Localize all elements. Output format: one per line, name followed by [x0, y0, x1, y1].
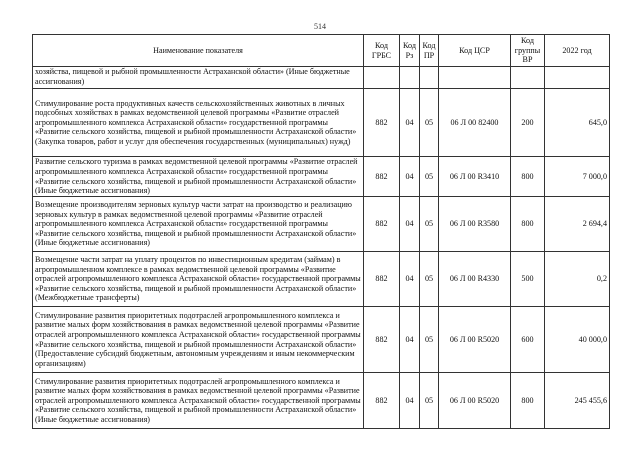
row-grbs: 882: [364, 307, 400, 373]
empty-cell: [420, 67, 439, 89]
page-number: 514: [314, 22, 326, 31]
row-name: Стимулирование развития приоритетных подотраслей агропромышленного комплекса и развитие малых форм хозяйствования в рамках ведомственной целевой программы «Развитие отраслей агропромышленного комплекса Астраханской области» государственной программы «Развитие сельского хозяйства, пищевой и рыбной промышленности Астраханской области» (Предоставление субсидий бюджетным, автономным учреждениям и иным некоммерческим организациям): [33, 307, 364, 373]
row-rz: 04: [400, 252, 420, 307]
row-vr: 500: [511, 252, 545, 307]
col-header-grbs: Код ГРБС: [364, 35, 400, 67]
row-rz: 04: [400, 373, 420, 429]
row-vr: 800: [511, 373, 545, 429]
row-grbs: 882: [364, 197, 400, 252]
table-row: [33, 157, 610, 197]
col-header-name: Наименование показателя: [33, 35, 364, 67]
table-row: [33, 307, 610, 373]
row-rz: 04: [400, 197, 420, 252]
row-pr: 05: [420, 89, 439, 157]
col-header-pr: Код ПР: [420, 35, 439, 67]
row-name: Возмещение части затрат на уплату процентов по инвестиционным кредитам (займам) в агропромышленном комплексе в рамках ведомственной целевой программы «Развитие отраслей агропромышленного комплекса Астраханской области» государственной программы «Развитие сельского хозяйства, пищевой и рыбной промышленности Астраханской области» (Межбюджетные трансферты): [33, 252, 364, 307]
table-header: [33, 35, 610, 67]
table-row: [33, 89, 610, 157]
row-grbs: 882: [364, 373, 400, 429]
row-rz: 04: [400, 307, 420, 373]
row-amount: 645,0: [545, 89, 610, 157]
row-csr: 06 Л 00 R4330: [439, 252, 511, 307]
row-grbs: 882: [364, 252, 400, 307]
row-pr: 05: [420, 252, 439, 307]
col-header-vr: Код группы ВР: [511, 35, 545, 67]
col-header-rz: Код Рз: [400, 35, 420, 67]
empty-cell: [400, 67, 420, 89]
row-pr: 05: [420, 373, 439, 429]
table-row: [33, 197, 610, 252]
row-rz: 04: [400, 157, 420, 197]
row-vr: 200: [511, 89, 545, 157]
row-csr: 06 Л 00 R3580: [439, 197, 511, 252]
row-amount: 0,2: [545, 252, 610, 307]
table-row: [33, 373, 610, 429]
table-row: [33, 252, 610, 307]
col-header-csr: Код ЦСР: [439, 35, 511, 67]
row-vr: 600: [511, 307, 545, 373]
row-csr: 06 Л 00 R5020: [439, 307, 511, 373]
empty-cell: [364, 67, 400, 89]
empty-cell: [439, 67, 511, 89]
row-name: Возмещение производителям зерновых культур части затрат на производство и реализацию зерновых культур в рамках ведомственной целевой программы «Развитие отраслей агропромышленного комплекса Астраханской области» государственной программы «Развитие сельского хозяйства, пищевой и рыбной промышленности Астраханской области» (Иные бюджетные ассигнования): [33, 197, 364, 252]
continuation-row: [33, 67, 610, 89]
row-vr: 800: [511, 157, 545, 197]
row-pr: 05: [420, 197, 439, 252]
row-csr: 06 Л 00 82400: [439, 89, 511, 157]
header-row: [33, 35, 610, 67]
row-grbs: 882: [364, 89, 400, 157]
row-vr: 800: [511, 197, 545, 252]
continuation-text: хозяйства, пищевой и рыбной промышленности Астраханской области» (Иные бюджетные ассигнования): [33, 67, 364, 89]
row-csr: 06 Л 00 R3410: [439, 157, 511, 197]
budget-table: [32, 34, 610, 429]
table-body: [33, 67, 610, 429]
row-rz: 04: [400, 89, 420, 157]
row-name: Стимулирование развития приоритетных подотраслей агропромышленного комплекса и развитие малых форм хозяйствования в рамках ведомственной целевой программы «Развитие отраслей агропромышленного комплекса Астраханской области» государственной программы «Развитие сельского хозяйства, пищевой и рыбной промышленности Астраханской области» (Иные бюджетные ассигнования): [33, 373, 364, 429]
row-amount: 7 000,0: [545, 157, 610, 197]
row-amount: 2 694,4: [545, 197, 610, 252]
row-amount: 40 000,0: [545, 307, 610, 373]
row-csr: 06 Л 00 R5020: [439, 373, 511, 429]
row-grbs: 882: [364, 157, 400, 197]
empty-cell: [511, 67, 545, 89]
row-name: Стимулирование роста продуктивных качеств сельскохозяйственных животных в личных подсобных хозяйствах в рамках ведомственной целевой программы «Развитие отраслей агропромышленного комплекса Астраханской области» государственной программы «Развитие сельского хозяйства, пищевой и рыбной промышленности Астраханской области» (Закупка товаров, работ и услуг для обеспечения государственных (муниципальных) нужд): [33, 89, 364, 157]
row-pr: 05: [420, 157, 439, 197]
row-name: Развитие сельского туризма в рамках ведомственной целевой программы «Развитие отраслей агропромышленного комплекса Астраханской области» государственной программы «Развитие сельского хозяйства, пищевой и рыбной промышленности Астраханской области» (Иные бюджетные ассигнования): [33, 157, 364, 197]
row-amount: 245 455,6: [545, 373, 610, 429]
empty-cell: [545, 67, 610, 89]
col-header-year: 2022 год: [545, 35, 610, 67]
row-pr: 05: [420, 307, 439, 373]
